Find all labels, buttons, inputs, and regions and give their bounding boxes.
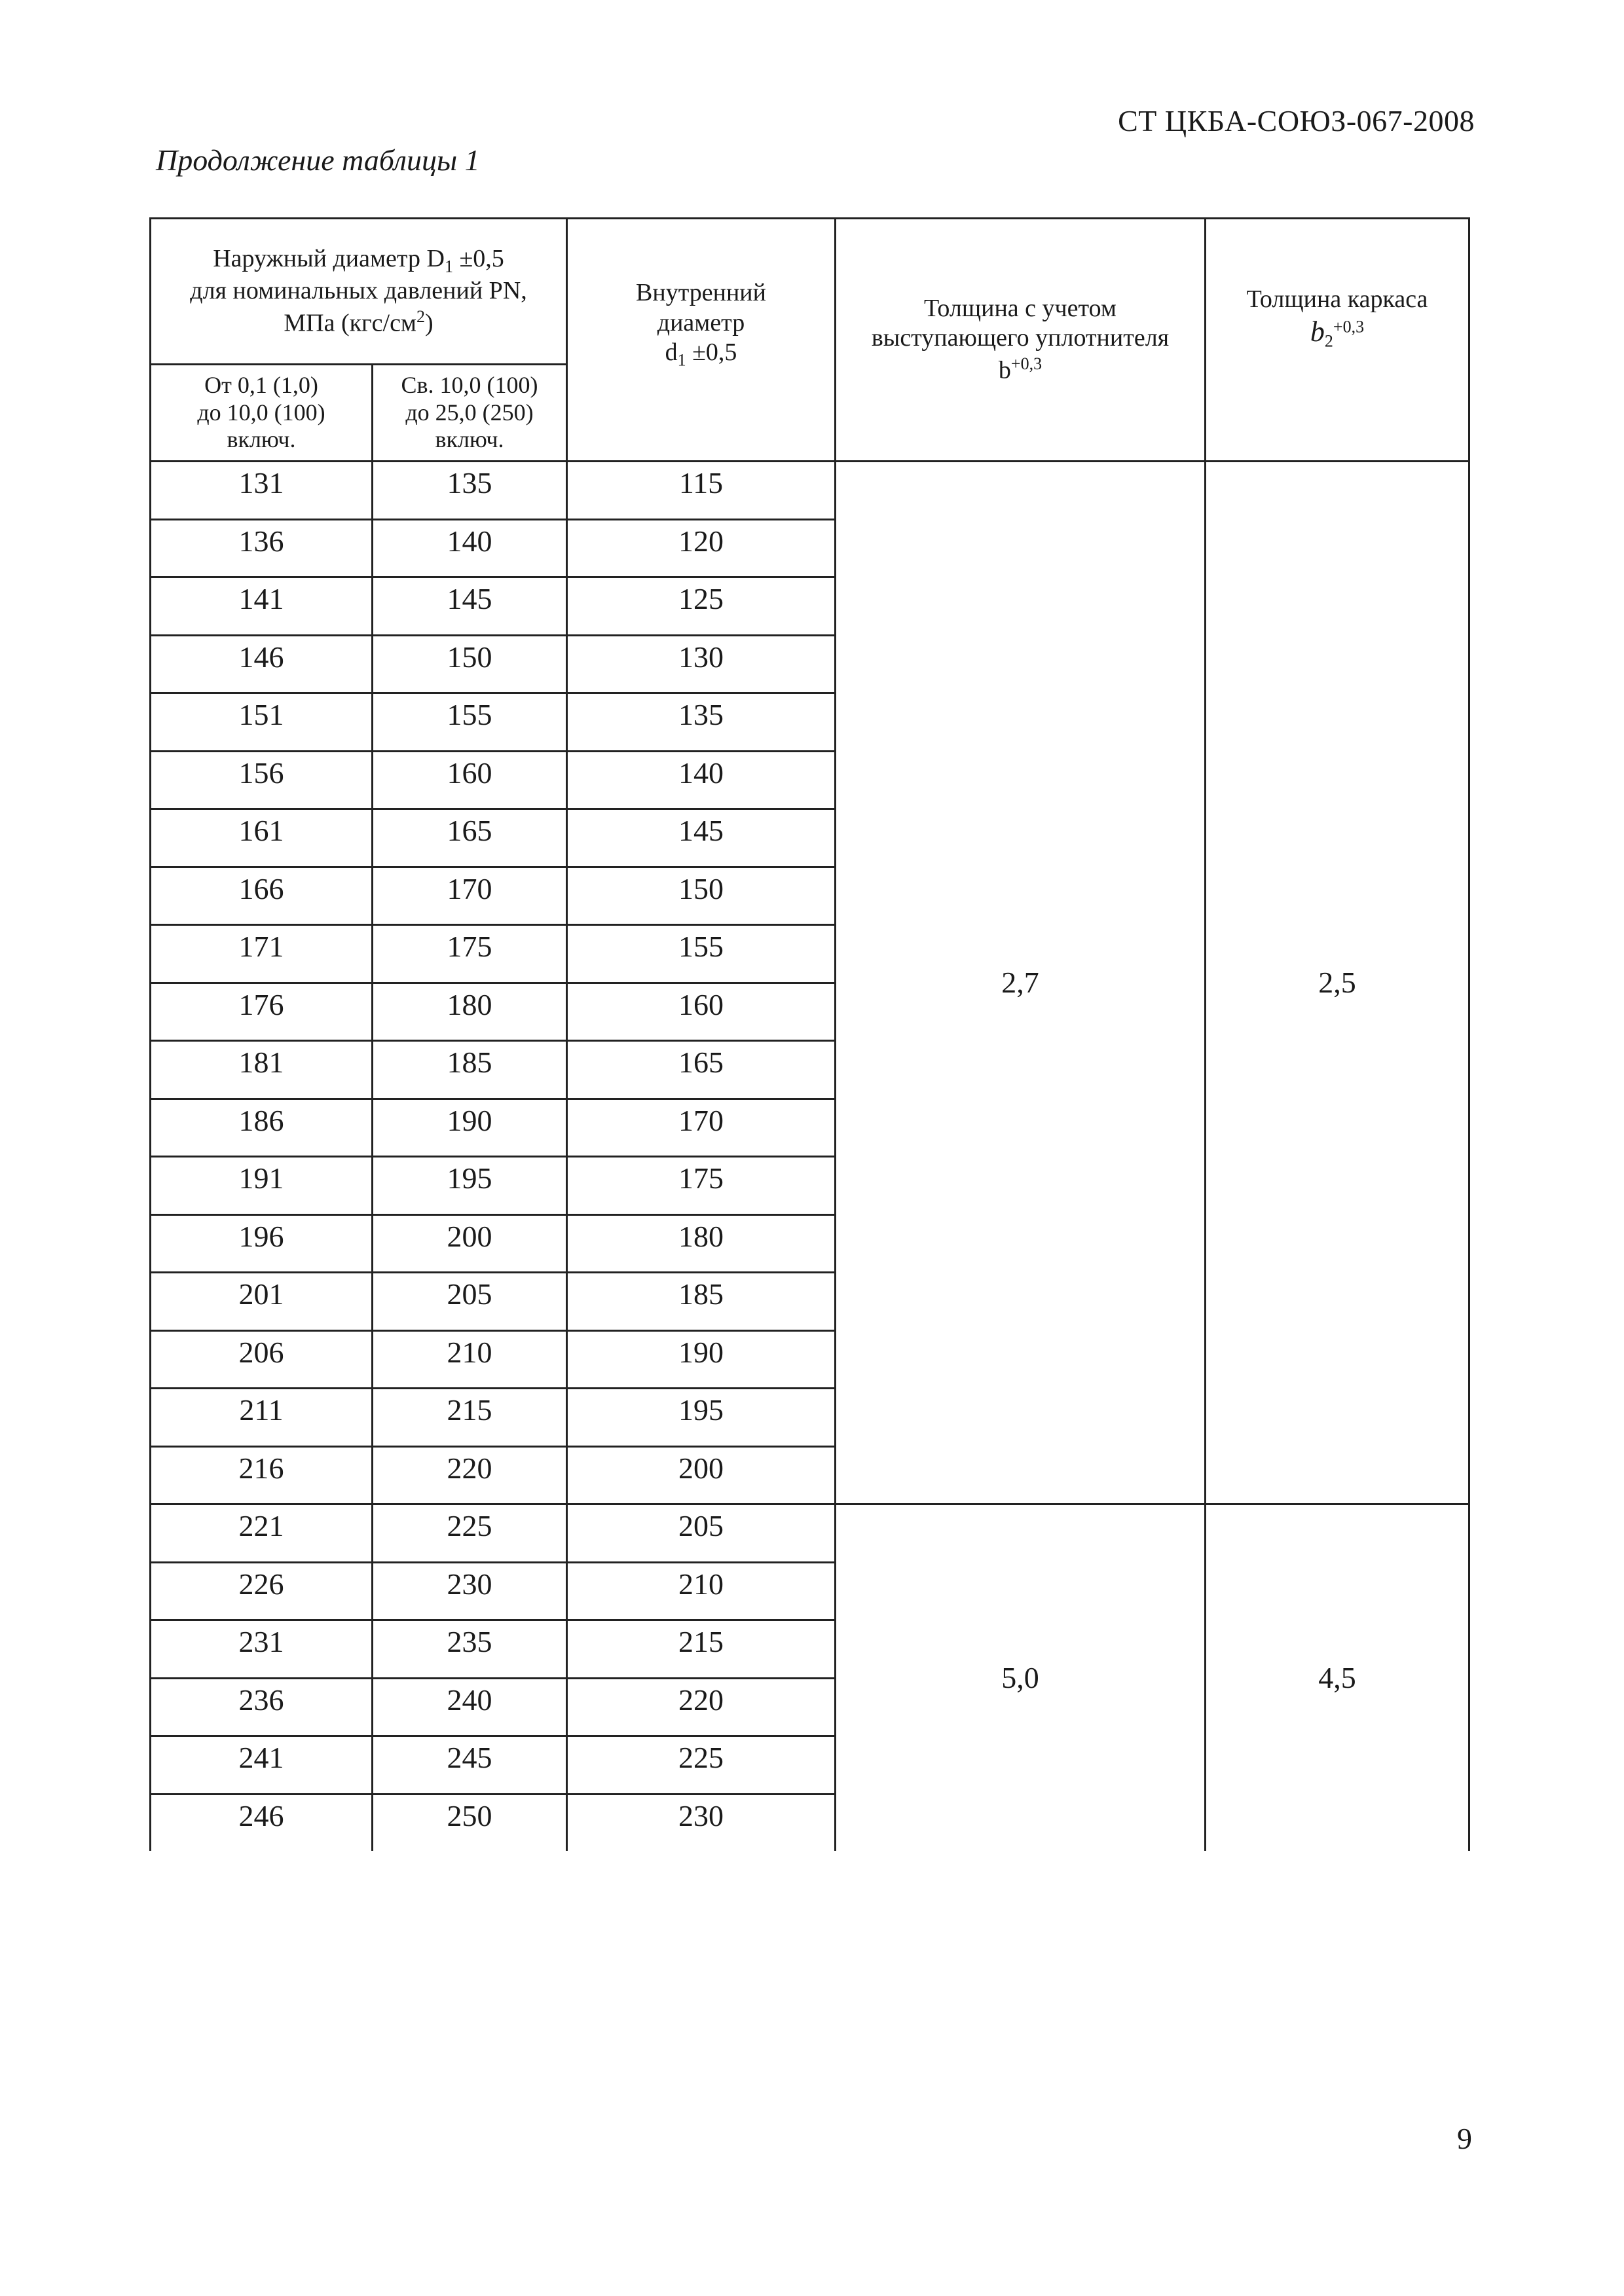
outer-diameter-low-cell: 156 [151,751,373,809]
outer-diameter-low-cell: 246 [151,1794,373,1851]
thickness-header: Толщина с учетом выступающего уплотнителя $b^{+0,3}$ [836,219,1206,462]
outer-diameter-high-cell: 250 [373,1794,567,1851]
inner-diameter-cell: 180 [567,1214,836,1273]
inner-diameter-cell: 190 [567,1330,836,1389]
outer-diameter-low-cell: 171 [151,925,373,983]
outer-diameter-low-cell: 211 [151,1389,373,1447]
inner-diameter-cell: 215 [567,1620,836,1679]
outer-diameter-high-cell: 140 [373,519,567,577]
table-row [151,1504,1469,1563]
outer-diameter-high-cell: 165 [373,809,567,867]
outer-diameter-header: Наружный диаметр $D_1 \pm 0,5$ для номинальных давлений PN, МПа $(кгс/см^2)$ [151,219,567,365]
outer-diameter-high-cell: 190 [373,1099,567,1157]
outer-diameter-high-cell: 245 [373,1736,567,1795]
outer-diameter-high-cell: 175 [373,925,567,983]
outer-diameter-low-cell: 166 [151,867,373,925]
inner-diameter-cell: 125 [567,577,836,636]
outer-diameter-high-cell: 205 [373,1273,567,1331]
outer-diameter-low-cell: 241 [151,1736,373,1795]
outer-diameter-high-cell: 155 [373,693,567,752]
inner-diameter-cell: 165 [567,1041,836,1099]
outer-diameter-low-cell: 136 [151,519,373,577]
dimensions-table [149,217,1470,1851]
outer-diameter-low-cell: 131 [151,462,373,520]
outer-diameter-low-cell: 176 [151,983,373,1041]
inner-diameter-cell: 150 [567,867,836,925]
outer-diameter-high-cell: 200 [373,1214,567,1273]
inner-diameter-cell: 200 [567,1446,836,1504]
inner-diameter-cell: 130 [567,635,836,693]
outer-diameter-high-cell: 225 [373,1504,567,1563]
inner-diameter-cell: 195 [567,1389,836,1447]
thickness-value: 5,0 [836,1504,1206,1851]
outer-diameter-low-cell: 226 [151,1562,373,1620]
inner-diameter-cell: 155 [567,925,836,983]
inner-diameter-cell: 225 [567,1736,836,1795]
frame-thickness-value: 2,5 [1206,462,1469,1504]
outer-diameter-low-cell: 181 [151,1041,373,1099]
table-row [151,462,1469,520]
document-code: СТ ЦКБА-СОЮЗ-067-2008 [1118,104,1475,137]
outer-diameter-high-cell: 215 [373,1389,567,1447]
outer-diameter-high-cell: 135 [373,462,567,520]
outer-diameter-high-cell: 150 [373,635,567,693]
outer-diameter-high-cell: 240 [373,1678,567,1736]
outer-diameter-high-pressure-header: Св. 10,0 (100) до 25,0 (250) включ. [373,365,567,462]
outer-diameter-high-cell: 160 [373,751,567,809]
inner-diameter-cell: 175 [567,1157,836,1215]
outer-diameter-low-cell: 216 [151,1446,373,1504]
outer-diameter-high-cell: 210 [373,1330,567,1389]
inner-diameter-cell: 135 [567,693,836,752]
inner-diameter-cell: 160 [567,983,836,1041]
inner-diameter-cell: 115 [567,462,836,520]
inner-diameter-cell: 170 [567,1099,836,1157]
outer-diameter-high-cell: 230 [373,1562,567,1620]
outer-diameter-low-cell: 186 [151,1099,373,1157]
outer-diameter-high-cell: 195 [373,1157,567,1215]
page-number: 9 [1457,2122,1472,2155]
outer-diameter-high-cell: 220 [373,1446,567,1504]
outer-diameter-low-cell: 146 [151,635,373,693]
outer-diameter-low-cell: 231 [151,1620,373,1679]
outer-diameter-low-cell: 196 [151,1214,373,1273]
thickness-value: 2,7 [836,462,1206,1504]
inner-diameter-cell: 145 [567,809,836,867]
outer-diameter-low-cell: 191 [151,1157,373,1215]
outer-diameter-high-cell: 185 [373,1041,567,1099]
outer-diameter-low-cell: 221 [151,1504,373,1563]
frame-thickness-value: 4,5 [1206,1504,1469,1851]
outer-diameter-high-cell: 235 [373,1620,567,1679]
inner-diameter-cell: 210 [567,1562,836,1620]
outer-diameter-low-cell: 151 [151,693,373,752]
inner-diameter-header: Внутренний диаметр $d_1 \pm 0,5$ [567,219,836,462]
outer-diameter-high-cell: 145 [373,577,567,636]
outer-diameter-low-cell: 141 [151,577,373,636]
inner-diameter-cell: 220 [567,1678,836,1736]
outer-diameter-low-cell: 236 [151,1678,373,1736]
inner-diameter-cell: 185 [567,1273,836,1331]
frame-thickness-header: Толщина каркаса $b_2^{+0,3}$ [1206,219,1469,462]
outer-diameter-low-cell: 206 [151,1330,373,1389]
inner-diameter-cell: 230 [567,1794,836,1851]
inner-diameter-cell: 140 [567,751,836,809]
inner-diameter-cell: 205 [567,1504,836,1563]
outer-diameter-high-cell: 180 [373,983,567,1041]
outer-diameter-high-cell: 170 [373,867,567,925]
table-caption: Продолжение таблицы 1 [156,143,480,177]
outer-diameter-low-cell: 201 [151,1273,373,1331]
outer-diameter-low-pressure-header: От 0,1 (1,0) до 10,0 (100) включ. [151,365,373,462]
inner-diameter-cell: 120 [567,519,836,577]
outer-diameter-low-cell: 161 [151,809,373,867]
